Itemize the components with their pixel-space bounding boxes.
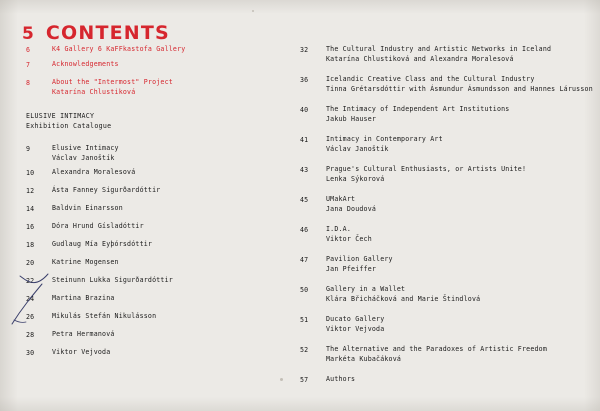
page-number: 5 <box>22 24 34 44</box>
toc-text <box>326 164 580 184</box>
paper-speck <box>252 10 254 12</box>
toc-text <box>326 314 580 334</box>
toc-title: Acknowledgements <box>52 60 119 68</box>
toc-title: About the "Intermost" Project <box>52 78 173 86</box>
toc-author: Tinna Grétarsdóttir with Ásmundur Ásmundsson and Hannes Lárusson <box>326 85 593 93</box>
toc-entry[interactable] <box>26 185 296 196</box>
toc-text <box>52 221 296 231</box>
toc-entry[interactable] <box>26 257 296 268</box>
toc-text <box>326 44 580 64</box>
toc-page-number: 32 <box>300 46 309 54</box>
toc-entry[interactable] <box>26 143 296 163</box>
toc-title: The Cultural Industry and Artistic Networks in Iceland <box>326 45 552 53</box>
toc-text <box>52 257 296 267</box>
toc-text <box>326 104 580 124</box>
toc-text <box>52 239 296 249</box>
toc-page-number: 46 <box>300 226 309 234</box>
toc-title: Alexandra Moralesová <box>52 168 136 176</box>
toc-text <box>52 167 296 177</box>
toc-title: UMakArt <box>326 195 356 203</box>
toc-page-number: 24 <box>26 295 35 303</box>
toc-author: Lenka Sýkorová <box>326 175 385 183</box>
page-header <box>22 22 170 44</box>
page-title: CONTENTS <box>45 22 170 44</box>
toc-page-number: 26 <box>26 313 35 321</box>
toc-page-number: 52 <box>300 346 309 354</box>
toc-entry[interactable] <box>300 254 580 274</box>
toc-title: Ducato Gallery <box>326 315 385 323</box>
toc-page-number: 45 <box>300 196 309 204</box>
toc-page-number: 47 <box>300 256 309 264</box>
toc-page-number: 36 <box>300 76 309 84</box>
toc-title: Viktor Vejvoda <box>52 348 111 356</box>
toc-title: Prague's Cultural Enthusiasts, or Artists Unite! <box>326 165 527 173</box>
toc-title: Gudlaug Mía Eyþórsdóttir <box>52 240 153 248</box>
toc-author: Václav Janoštík <box>326 145 389 153</box>
toc-entry[interactable] <box>26 203 296 214</box>
toc-entry[interactable] <box>300 224 580 244</box>
toc-text <box>52 185 296 195</box>
toc-page-number: 16 <box>26 223 35 231</box>
toc-entry[interactable] <box>26 347 296 358</box>
toc-entry[interactable] <box>300 134 580 154</box>
toc-text <box>326 194 580 214</box>
toc-text <box>52 293 296 303</box>
toc-entry[interactable] <box>300 284 580 304</box>
toc-page-number: 50 <box>300 286 309 294</box>
toc-title: The Intimacy of Independent Art Institutions <box>326 105 510 113</box>
toc-page-number: 51 <box>300 316 309 324</box>
toc-page-number: 12 <box>26 187 35 195</box>
toc-text <box>326 254 580 274</box>
toc-page-number: 28 <box>26 331 35 339</box>
toc-entry[interactable] <box>300 314 580 334</box>
section-heading <box>26 111 296 131</box>
toc-entry[interactable] <box>300 44 580 64</box>
toc-title: Authors <box>326 375 356 383</box>
toc-author: Katarína Chlustiková <box>52 88 136 96</box>
toc-entry[interactable] <box>26 293 296 304</box>
section-heading-line2: Exhibition Catalogue <box>26 122 112 130</box>
toc-title: Mikulás Stefán Nikulásson <box>52 312 157 320</box>
toc-title: The Alternative and the Paradoxes of Artistic Freedom <box>326 345 547 353</box>
toc-entry[interactable] <box>26 167 296 178</box>
toc-entry[interactable] <box>300 164 580 184</box>
toc-page-number: 41 <box>300 136 309 144</box>
toc-author: Katarína Chlustiková and Alexandra Moralesová <box>326 55 514 63</box>
section-heading-line1: ELUSIVE INTIMACY <box>26 112 95 120</box>
toc-entry[interactable] <box>26 329 296 340</box>
toc-entry[interactable] <box>26 311 296 322</box>
toc-page-number: 30 <box>26 349 35 357</box>
toc-page-number: 10 <box>26 169 35 177</box>
paper-speck <box>280 378 283 381</box>
toc-title: Pavilion Gallery <box>326 255 393 263</box>
toc-entry[interactable] <box>300 344 580 364</box>
toc-text <box>52 143 296 163</box>
toc-author: Markéta Kubačáková <box>326 355 402 363</box>
toc-entry[interactable] <box>300 374 580 385</box>
toc-author: Jana Doudová <box>326 205 377 213</box>
contents-right-column <box>300 44 593 389</box>
toc-entry[interactable] <box>26 221 296 232</box>
toc-page-number: 9 <box>26 145 31 153</box>
toc-title: Baldvin Einarsson <box>52 204 123 212</box>
toc-text <box>326 134 580 154</box>
toc-title: Steinunn Lukka Sigurðardóttir <box>52 276 173 284</box>
toc-title: Icelandic Creative Class and the Cultural Industry <box>326 75 535 83</box>
toc-title: Intimacy in Contemporary Art <box>326 135 443 143</box>
toc-entry[interactable] <box>26 44 296 55</box>
toc-author: Jan Pfeiffer <box>326 265 377 273</box>
toc-page-number: 8 <box>26 79 31 87</box>
toc-text <box>326 284 580 304</box>
toc-text <box>52 275 296 285</box>
toc-text <box>326 344 580 364</box>
toc-page-number: 14 <box>26 205 35 213</box>
toc-entry[interactable] <box>26 239 296 250</box>
toc-title: K4 Gallery 6 KaFFkastofa Gallery <box>52 45 186 53</box>
toc-page-number: 7 <box>26 61 31 69</box>
toc-entry[interactable] <box>26 59 296 70</box>
toc-entry[interactable] <box>26 77 296 97</box>
toc-text <box>326 224 580 244</box>
toc-author: Václav Janoštík <box>52 154 115 162</box>
toc-text <box>52 311 296 321</box>
toc-author: Viktor Vejvoda <box>326 325 385 333</box>
toc-title: Dóra Hrund Gísladóttir <box>52 222 144 230</box>
toc-entry[interactable] <box>26 275 296 286</box>
toc-author: Viktor Čech <box>326 235 372 243</box>
toc-page-number: 18 <box>26 241 35 249</box>
toc-author: Jakub Hauser <box>326 115 377 123</box>
toc-entry[interactable] <box>300 194 580 214</box>
toc-page-number: 6 <box>26 46 31 54</box>
toc-text <box>52 203 296 213</box>
toc-title: Katrine Mogensen <box>52 258 119 266</box>
toc-title: Ásta Fanney Sigurðardóttir <box>52 186 161 194</box>
toc-text <box>326 74 593 94</box>
toc-title: Martina Brazina <box>52 294 115 302</box>
toc-title: Petra Hermanová <box>52 330 115 338</box>
toc-entry[interactable] <box>300 104 580 124</box>
toc-page-number: 57 <box>300 376 309 384</box>
toc-page-number: 22 <box>26 277 35 285</box>
toc-author: Klára Břicháčková and Marie Štindlová <box>326 295 481 303</box>
contents-left-column <box>26 44 296 365</box>
toc-entry[interactable] <box>300 74 593 94</box>
toc-text <box>52 59 296 69</box>
toc-text <box>52 77 296 97</box>
toc-title: I.D.A. <box>326 225 352 233</box>
toc-page-number: 20 <box>26 259 35 267</box>
toc-title: Elusive Intimacy <box>52 144 119 152</box>
toc-title: Gallery in a Wallet <box>326 285 406 293</box>
toc-text <box>52 329 296 339</box>
toc-text <box>326 374 580 384</box>
toc-page-number: 43 <box>300 166 309 174</box>
toc-page-number: 40 <box>300 106 309 114</box>
toc-text <box>52 44 296 54</box>
toc-text <box>52 347 296 357</box>
